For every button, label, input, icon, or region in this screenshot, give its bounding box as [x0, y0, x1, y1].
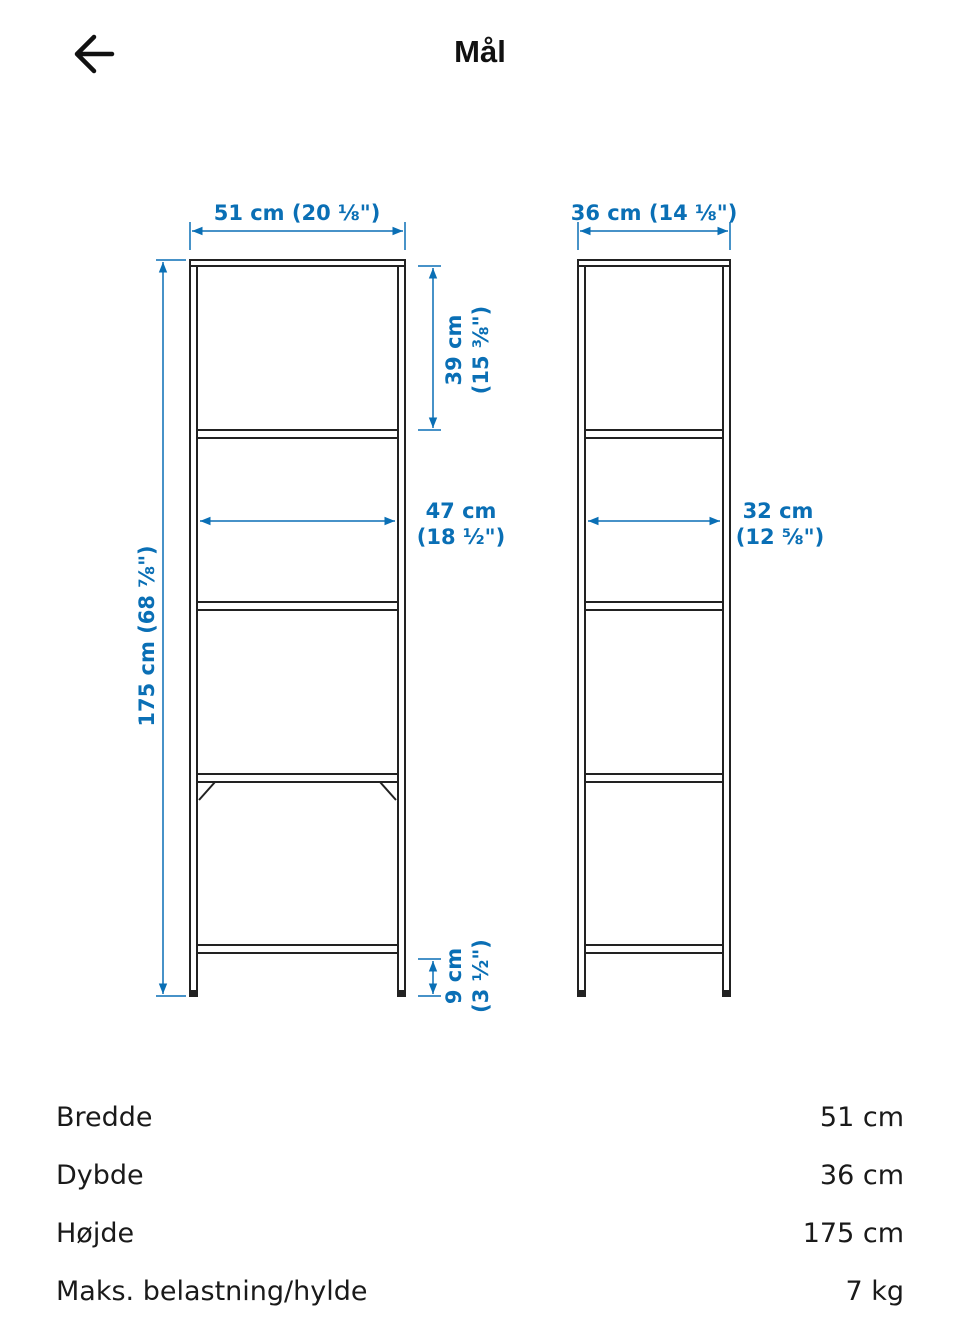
- header-bar: [0, 0, 960, 110]
- front-width-dimension: [190, 222, 405, 250]
- shelf-gap-label-cm: 39 cm: [442, 314, 466, 386]
- spec-label: Bredde: [56, 1101, 153, 1133]
- spec-label: Dybde: [56, 1159, 144, 1191]
- floor-gap-dimension: [418, 959, 441, 996]
- inner-width-label-inch: (18 ½"): [416, 525, 506, 549]
- page-title: Mål: [454, 34, 506, 69]
- spec-value: 175 cm: [802, 1217, 904, 1249]
- spec-row-height: [56, 1204, 904, 1262]
- total-height-label: 175 cm (68 ⅞"): [135, 545, 159, 727]
- side-view-shelf: [578, 260, 730, 992]
- specs-list: [56, 1088, 904, 1320]
- inner-depth-label-cm: 32 cm: [742, 499, 814, 523]
- spec-value: 36 cm: [819, 1159, 904, 1191]
- spec-value: 7 kg: [845, 1275, 904, 1307]
- spec-label: Maks. belastning/hylde: [56, 1275, 368, 1307]
- spec-label: Højde: [56, 1217, 135, 1249]
- shelf-gap-label-inch: (15 ⅜"): [469, 305, 493, 395]
- front-view-shelf: [190, 260, 405, 992]
- spec-value: 51 cm: [819, 1101, 904, 1133]
- side-depth-label: 36 cm (14 ⅛"): [570, 201, 738, 225]
- total-height-dimension: [156, 260, 186, 996]
- front-width-label: 51 cm (20 ⅛"): [213, 201, 381, 225]
- floor-gap-label-cm: 9 cm: [442, 947, 466, 1005]
- side-depth-dimension: [578, 222, 730, 250]
- shelf-gap-dimension: [418, 266, 441, 430]
- dimensions-diagram: [0, 170, 960, 1050]
- inner-depth-label-inch: (12 ⅝"): [735, 525, 825, 549]
- floor-gap-label-inch: (3 ½"): [469, 939, 493, 1013]
- spec-row-depth: [56, 1146, 904, 1204]
- inner-width-label-cm: 47 cm: [425, 499, 497, 523]
- spec-row-width: [56, 1088, 904, 1146]
- spec-row-max-load: [56, 1262, 904, 1320]
